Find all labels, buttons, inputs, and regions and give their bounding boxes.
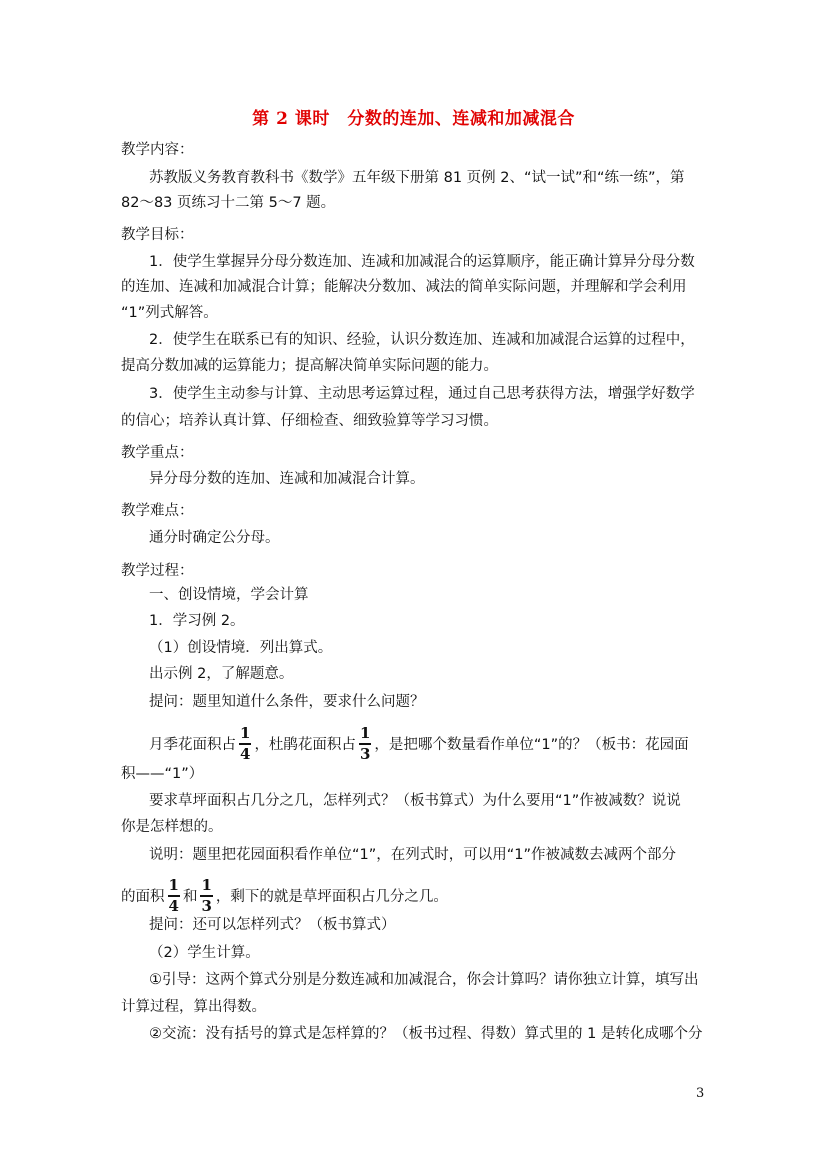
explanation-text-a: 的面积 bbox=[121, 889, 165, 905]
difficulty-text: 通分时确定公分母。 bbox=[149, 530, 280, 546]
process-requirement-line-1: 要求草坪面积占几分之几，怎样列式？（板书算式）为什么要用“1”作被减数？说说 bbox=[149, 793, 681, 809]
process-fraction-line bbox=[149, 724, 689, 763]
goal-1-line-3: “1”列式解答。 bbox=[121, 305, 218, 321]
explanation-text-c: ，剩下的就是草坪面积占几分之几。 bbox=[215, 889, 448, 905]
process-requirement-line-2: 你是怎样想的。 bbox=[121, 819, 223, 835]
process-sub-1: （1）创设情境．列出算式。 bbox=[149, 640, 333, 656]
process-sub-2: （2）学生计算。 bbox=[149, 945, 260, 961]
process-fraction-line-2: 积——“1”） bbox=[121, 766, 204, 782]
fraction-one-quarter bbox=[239, 726, 251, 762]
process-exchange-line-1: ②交流：没有括号的算式是怎样算的？（板书过程、得数）算式里的 1 是转化成哪个分 bbox=[149, 1026, 703, 1042]
fraction-numerator: 1 bbox=[359, 726, 371, 745]
goal-2-line-1: 2．使学生在联系已有的知识、经验，认识分数连加、连减和加减混合运算的过程中， bbox=[149, 332, 695, 348]
explanation-text-b: 和 bbox=[182, 889, 198, 905]
page-number: 3 bbox=[696, 1086, 705, 1101]
goal-1-line-2: 的连加、连减和加减混合计算；能解决分数加、减法的简单实际问题，并理解和学会利用 bbox=[121, 279, 687, 295]
fraction-denominator: 3 bbox=[359, 745, 371, 763]
process-question-1: 提问：题里知道什么条件，要求什么问题？ bbox=[149, 694, 425, 710]
process-guide-line-1: ①引导：这两个算式分别是分数连减和加减混合，你会计算吗？请你独立计算，填写出 bbox=[149, 972, 699, 988]
process-section-1: 一、创设情境，学会计算 bbox=[149, 587, 309, 603]
fraction-one-quarter bbox=[168, 878, 180, 914]
key-points-text: 异分母分数的连加、连减和加减混合计算。 bbox=[149, 471, 425, 487]
fraction-numerator: 1 bbox=[200, 878, 212, 897]
difficulty-heading: 教学难点： bbox=[121, 503, 194, 519]
key-points-heading: 教学重点： bbox=[121, 445, 194, 461]
fraction-denominator: 3 bbox=[201, 897, 212, 915]
process-heading: 教学过程： bbox=[121, 563, 194, 579]
goal-3-line-1: 3．使学生主动参与计算、主动思考运算过程，通过自己思考获得方法，增强学好数学 bbox=[149, 386, 695, 402]
fraction-numerator: 1 bbox=[239, 726, 251, 745]
process-guide-line-2: 计算过程，算出得数。 bbox=[121, 999, 266, 1015]
content-text-line-2: 82～83 页练习十二第 5～7 题。 bbox=[121, 195, 336, 211]
process-show-example: 出示例 2，了解题意。 bbox=[149, 666, 294, 682]
process-question-2: 提问：还可以怎样列式？（板书算式） bbox=[149, 917, 396, 933]
goal-1-line-1: 1．使学生掌握异分母分数连加、连减和加减混合的运算顺序，能正确计算异分母分数 bbox=[149, 254, 695, 270]
fraction-denominator: 4 bbox=[240, 745, 251, 763]
fraction-line-text-b: ，杜鹃花面积占 bbox=[254, 737, 356, 753]
process-explanation-line-1: 说明：题里把花园面积看作单位“1”，在列式时，可以用“1”作被减数去减两个部分 bbox=[149, 847, 676, 863]
fraction-one-third bbox=[359, 726, 371, 762]
content-heading: 教学内容： bbox=[121, 142, 194, 158]
fraction-line-text-a: 月季花面积占 bbox=[149, 737, 236, 753]
process-item-1: 1．学习例 2。 bbox=[149, 613, 245, 629]
content-text-line-1: 苏教版义务教育教科书《数学》五年级下册第 81 页例 2、“试一试”和“练一练”，第 bbox=[149, 170, 685, 186]
goals-heading: 教学目标： bbox=[121, 227, 194, 243]
goal-3-line-2: 的信心；培养认真计算、仔细检查、细致验算等学习习惯。 bbox=[121, 413, 498, 429]
process-explanation-line-2 bbox=[121, 876, 448, 915]
fraction-one-third bbox=[200, 878, 212, 914]
fraction-denominator: 4 bbox=[168, 897, 179, 915]
goal-2-line-2: 提高分数加减的运算能力；提高解决简单实际问题的能力。 bbox=[121, 358, 498, 374]
lesson-title: 第 2 课时 分数的连加、连减和加减混合 bbox=[252, 109, 575, 129]
fraction-line-text-c: ，是把哪个数量看作单位“1”的？（板书：花园面 bbox=[374, 737, 689, 753]
fraction-numerator: 1 bbox=[168, 878, 180, 897]
